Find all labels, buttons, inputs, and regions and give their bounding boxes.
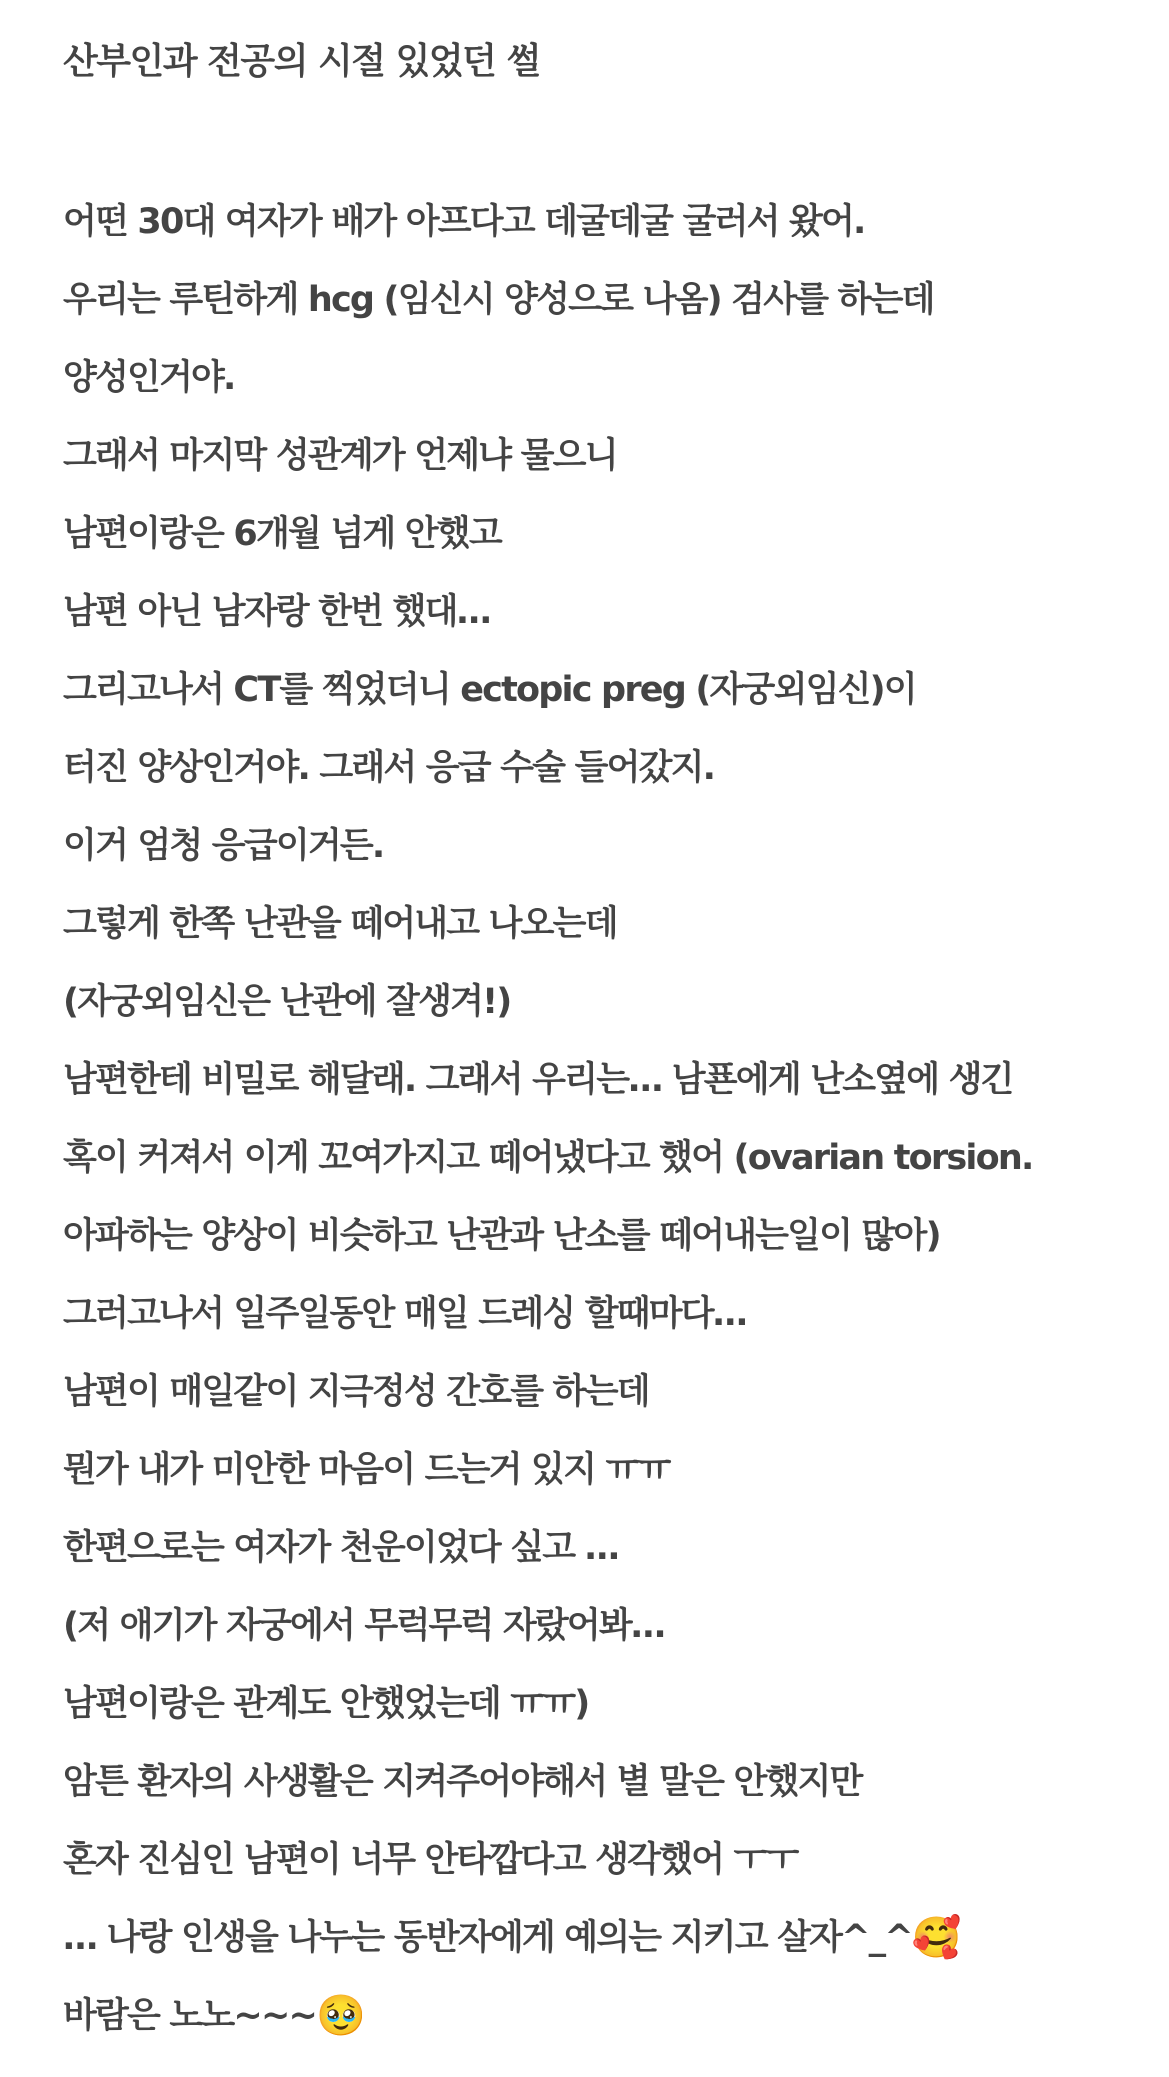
body-line: 한편으로는 여자가 천운이었다 싶고 … [63,1528,618,1568]
body-line: 아파하는 양상이 비슷하고 난관과 난소를 떼어내는일이 많아) [63,1216,940,1256]
body-line: (자궁외임신은 난관에 잘생겨!) [63,982,511,1022]
body-line: 남편이 매일같이 지극정성 간호를 하는데 [63,1372,649,1412]
body-line: 남편 아닌 남자랑 한번 했대… [63,592,490,632]
body-line: 남편이랑은 관계도 안했었는데 ㅠㅠ) [63,1684,589,1724]
face-holding-back-tears-icon: 🥹 [316,1993,366,2039]
body-line: 터진 양상인거야. 그래서 응급 수술 들어갔지. [63,748,715,788]
body-line: 그리고나서 CT를 찍었더니 ectopic preg (자궁외임신)이 [63,670,916,710]
body-line: 이거 엄청 응급이거든. [63,826,384,866]
body-line [63,1977,1032,2055]
body-line: 암튼 환자의 사생활은 지켜주어야해서 별 말은 안했지만 [63,1762,862,1802]
body-line-text: … 나랑 인생을 나누는 동반자에게 예의는 지키고 살자^_^ [63,1918,912,1958]
body-line: 그렇게 한쪽 난관을 떼어내고 나오는데 [63,904,617,944]
body-line: 남편이랑은 6개월 넘게 안했고 [63,514,501,554]
post-body [63,183,1032,2055]
post-title: 산부인과 전공의 시절 있었던 썰 [63,41,540,82]
smiling-face-with-hearts-icon: 🥰 [911,1915,962,1961]
body-line: 혹이 커져서 이게 꼬여가지고 떼어냈다고 했어 (ovarian torsion. [63,1138,1033,1178]
body-line: (저 애기가 자궁에서 무럭무럭 자랐어봐… [63,1606,665,1646]
body-line [63,1899,1032,1977]
body-line: 양성인거야. [63,358,235,398]
body-line: 뭔가 내가 미안한 마음이 드는거 있지 ㅠㅠ [63,1450,670,1490]
body-line: 우리는 루틴하게 hcg (임신시 양성으로 나옴) 검사를 하는데 [63,280,934,320]
body-line: 어떤 30대 여자가 배가 아프다고 데굴데굴 굴러서 왔어. [63,202,865,242]
body-line: 그래서 마지막 성관계가 언제냐 물으니 [63,436,617,476]
body-line: 혼자 진심인 남편이 너무 안타깝다고 생각했어 ㅜㅜ [63,1840,798,1880]
body-line-text: 바람은 노노~~~ [63,1996,317,2036]
body-line: 그러고나서 일주일동안 매일 드레싱 할때마다… [63,1294,746,1334]
body-line: 남편한테 비밀로 해달래. 그래서 우리는… 남푠에게 난소옆에 생긴 [63,1060,1013,1100]
